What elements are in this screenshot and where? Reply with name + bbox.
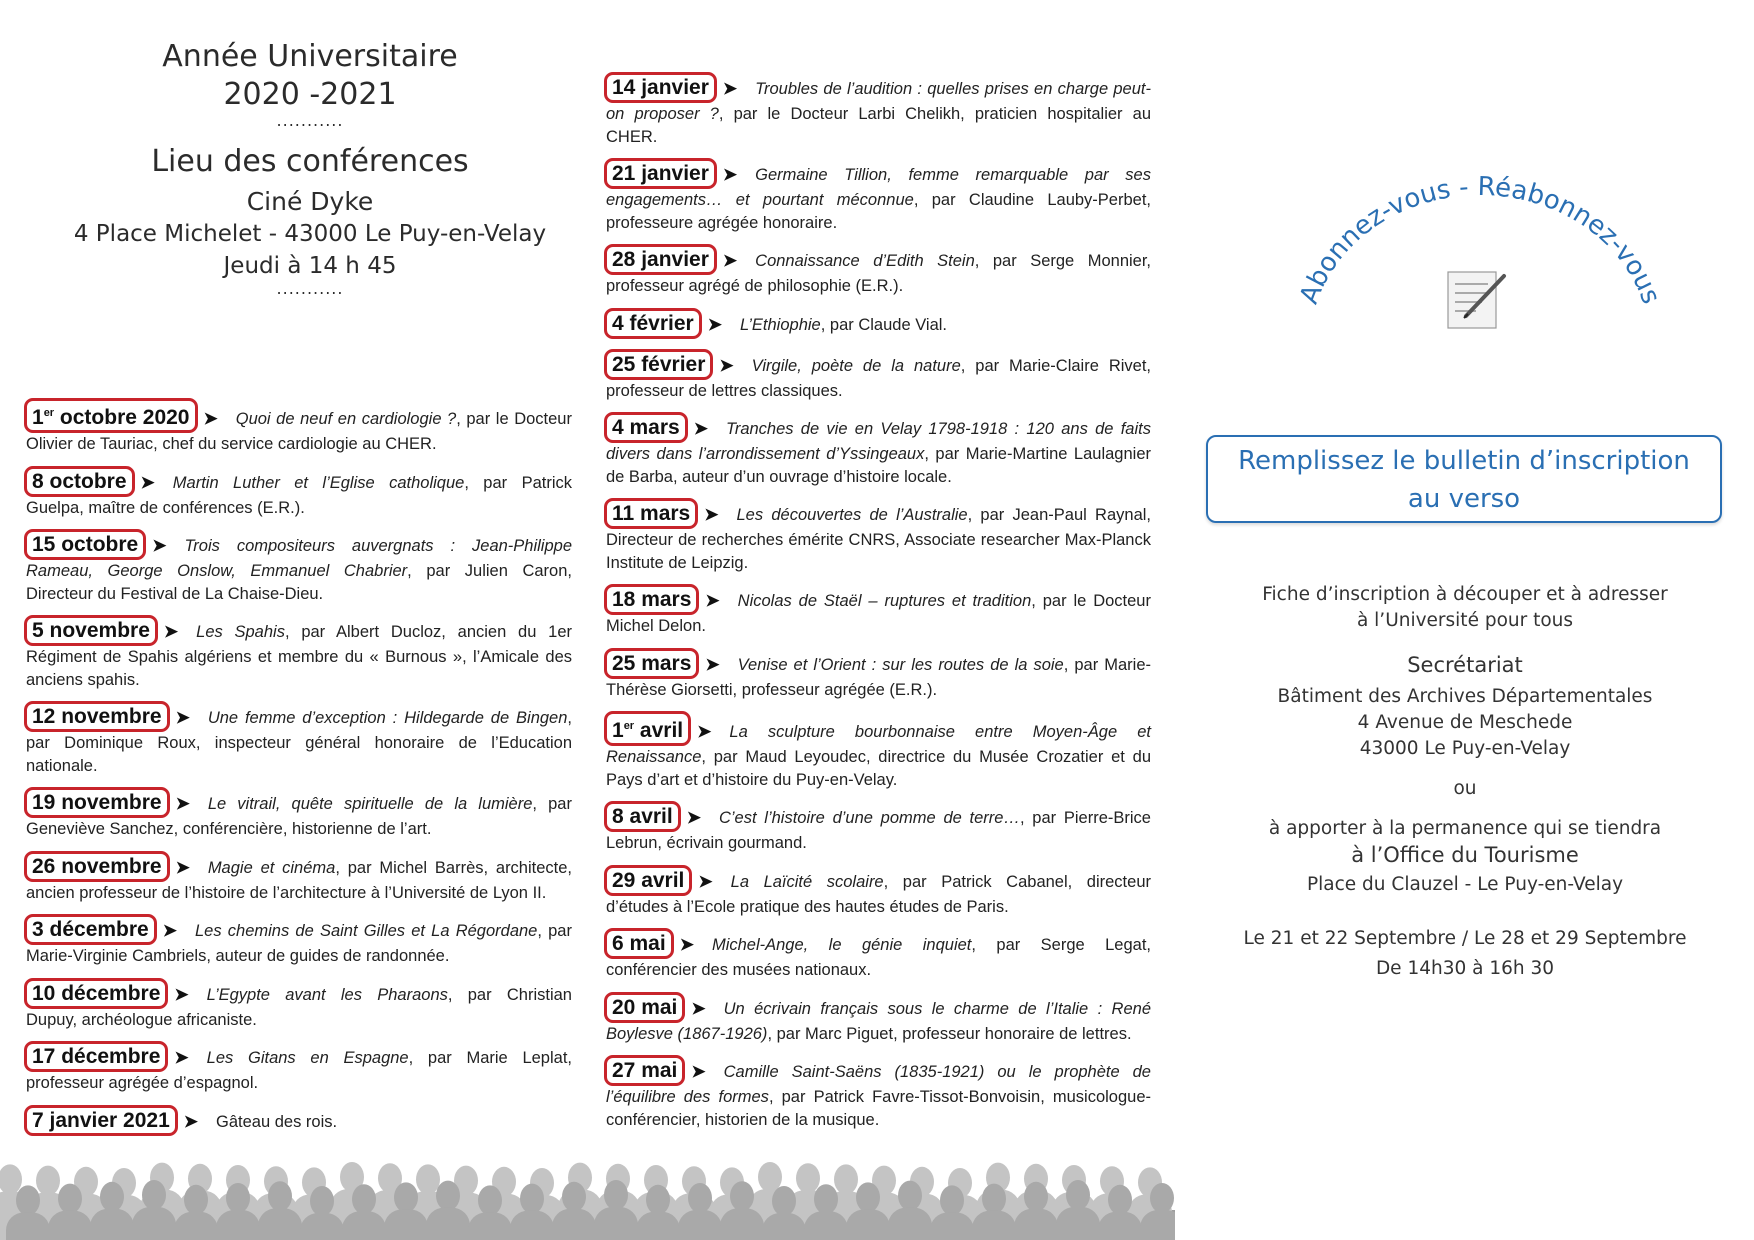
conference-speaker: , par le Docteur Larbi Chelikh, praticien hospitalier au CHER. — [606, 105, 1152, 146]
conference-item — [26, 529, 572, 605]
conference-speaker: , par Albert Ducloz, ancien du 1er Régiment de Spahis algériens et membre du « Burnous », l’Amicale des anciens spahis. — [26, 623, 572, 689]
fiche-line1: Fiche d’inscription à découper et à adresser — [1262, 584, 1668, 605]
conference-date-badge: 17 décembre — [24, 1041, 168, 1072]
conference-date-badge: 10 décembre — [24, 978, 168, 1009]
arrow-icon: ➤ — [691, 998, 706, 1018]
conference-item — [606, 158, 1151, 234]
permanence-line3: Place du Clauzel - Le Puy-en-Velay — [1306, 874, 1624, 895]
arrow-icon: ➤ — [175, 708, 190, 727]
conference-title: Nicolas de Staël – ruptures et tradition — [737, 592, 1032, 610]
arrow-icon: ➤ — [697, 722, 712, 741]
conference-title: Trois compositeurs auvergnats : Jean-Philippe Rameau, George Onslow, Emmanuel Chabrier — [26, 537, 572, 580]
conference-date-badge: 28 janvier — [604, 244, 717, 275]
title-line2: 2020 -2021 — [223, 77, 397, 112]
conference-title: Germaine Tillion, femme remarquable par ses engagements… et pourtant méconnue — [606, 166, 1151, 209]
conference-title: La Laïcité scolaire — [730, 872, 884, 891]
conference-date-badge: 15 octobre — [24, 529, 146, 560]
conference-title: Camille Saint-Saëns (1835-1921) ou le prophète de l’équilibre des formes — [606, 1063, 1151, 1106]
conference-title: Tranches de vie en Velay 1798-1918 : 120 ans de faits divers dans l’arrondissement d’Yssingeaux — [606, 420, 1151, 463]
subscribe-text: Abonnez-vous - Réabonnez-vous — [1294, 171, 1666, 308]
conference-item — [606, 244, 1151, 298]
arrow-icon: ➤ — [722, 79, 738, 98]
dates-line2: De 14h30 à 16h 30 — [1375, 958, 1555, 979]
dates-line1: Le 21 et 22 Septembre / Le 28 et 29 Septembre — [1243, 928, 1687, 949]
conference-speaker: , par Marie-Thérèse Giorsetti, professeur agrégée (E.R.). — [606, 655, 1152, 699]
conference-date-badge: 6 mai — [604, 928, 674, 959]
conference-date-badge: 26 novembre — [24, 851, 170, 882]
conference-title: La sculpture bourbonnaise entre Moyen-Âge et Renaissance — [606, 723, 1151, 766]
conference-date-badge: 18 mars — [604, 584, 699, 615]
audience-silhouette — [0, 1150, 1175, 1240]
conference-title: Troubles de l’audition : quelles prises en charge peut-on proposer ? — [606, 80, 1151, 123]
subscribe-arc — [1270, 160, 1690, 360]
conference-item — [606, 865, 1151, 919]
arrow-icon: ➤ — [704, 505, 719, 524]
conference-item — [606, 992, 1151, 1046]
conference-date-badge: 29 avril — [604, 865, 692, 896]
arrow-icon: ➤ — [162, 921, 177, 940]
box-line2: au verso — [1407, 484, 1521, 514]
conference-title: Martin Luther et l’Eglise catholique — [172, 473, 465, 492]
address-line1: Bâtiment des Archives Départementales — [1277, 686, 1653, 707]
conference-title: Les chemins de Saint Gilles et La Régordane — [194, 922, 538, 940]
conference-item — [26, 851, 572, 905]
conference-title: Les Gitans en Espagne — [206, 1049, 409, 1067]
conference-date-badge: 21 janvier — [604, 158, 717, 189]
conference-title: Quoi de neuf en cardiologie ? — [235, 410, 457, 428]
conference-title: Les Spahis — [196, 623, 285, 641]
arrow-icon: ➤ — [183, 1111, 199, 1131]
arrow-icon: ➤ — [719, 355, 734, 375]
arrow-icon: ➤ — [707, 314, 722, 334]
permanence-line1: à apporter à la permanence qui se tiendra — [1268, 818, 1662, 839]
conference-date-badge: 27 mai — [604, 1055, 685, 1086]
conference-date-badge: 11 mars — [604, 498, 698, 529]
conference-item — [606, 584, 1151, 638]
arrow-icon: ➤ — [175, 794, 190, 813]
conference-date-badge: 4 mars — [604, 412, 688, 443]
address-line3: 43000 Le Puy-en-Velay — [1359, 738, 1571, 759]
conference-speaker: , par Pierre-Brice Lebrun, écrivain gourmand. — [606, 809, 1151, 852]
events-list-right — [606, 72, 1151, 1141]
conference-speaker: , par Marie-Virginie Cambriels, auteur de guides de randonnée. — [26, 922, 572, 965]
conference-speaker: , par Claudine Lauby-Perbet, professeure agrégée honoraire. — [606, 191, 1152, 232]
conference-item — [606, 72, 1151, 148]
venue-address: 4 Place Michelet - 43000 Le Puy-en-Velay — [73, 221, 547, 247]
conference-date-badge: 14 janvier — [604, 72, 717, 103]
conference-title: Michel-Ange, le génie inquiet — [711, 936, 972, 954]
conference-speaker: , par le Docteur Olivier de Tauriac, chef du service cardiologie au CHER. — [26, 410, 572, 453]
arrow-icon: ➤ — [203, 409, 218, 428]
or-label: ou — [1453, 778, 1477, 799]
conference-date-badge: 1er octobre 2020 — [24, 398, 198, 433]
conference-speaker: , par Jean-Paul Raynal, Directeur de recherches émérite CNRS, Associate researcher Max-Planck Institute de Leipzig. — [606, 506, 1151, 572]
conference-item — [606, 1055, 1151, 1131]
conference-date-badge: 8 octobre — [24, 466, 135, 497]
arrow-icon: ➤ — [722, 251, 738, 270]
arrow-icon: ➤ — [140, 472, 155, 492]
conference-speaker: Gâteau des rois. — [216, 1112, 338, 1131]
conference-speaker: , par Marie-Martine Laulagnier de Barba, auteur d’un ouvrage d’histoire locale. — [606, 445, 1151, 486]
conference-date-badge: 7 janvier 2021 — [24, 1105, 178, 1136]
conference-title: Une femme d’exception : Hildegarde de Bingen — [207, 709, 568, 727]
conference-item — [26, 398, 572, 456]
arrow-icon: ➤ — [691, 1062, 706, 1081]
conference-item — [26, 701, 572, 777]
venue-name: Ciné Dyke — [246, 187, 374, 216]
conference-title: Virgile, poète de la nature — [751, 356, 961, 375]
arrow-icon: ➤ — [722, 165, 738, 184]
arrow-icon: ➤ — [693, 419, 708, 438]
conference-speaker: , par Serge Monnier, professeur agrégé de philosophie (E.R.). — [606, 252, 1152, 295]
conference-item — [606, 308, 1151, 339]
conference-item — [606, 498, 1151, 574]
address-line2: 4 Avenue de Meschede — [1357, 712, 1573, 733]
conference-speaker: , par Michel Barrès, architecte, ancien professeur de l’histoire de l’architecture à l’Université de Lyon II. — [26, 858, 573, 902]
conference-item — [26, 787, 572, 841]
conference-speaker: , par Maud Leyoudec, directrice du Musée Crozatier et du Pays d’art et d’histoire du Puy-en-Velay. — [606, 748, 1151, 789]
conference-speaker: , par le Docteur Michel Delon. — [606, 592, 1151, 635]
arrow-icon: ➤ — [705, 591, 720, 610]
conference-item — [26, 978, 572, 1032]
conference-date-badge: 5 novembre — [24, 615, 158, 646]
arrow-icon: ➤ — [174, 984, 189, 1004]
conference-speaker: , par Serge Legat, conférencier des musées nationaux. — [606, 936, 1151, 979]
conference-item — [26, 914, 572, 968]
conference-speaker: , par Marc Piguet, professeur honoraire de lettres. — [767, 1024, 1132, 1043]
arrow-icon: ➤ — [686, 808, 701, 827]
arrow-icon: ➤ — [163, 622, 179, 641]
conference-item — [26, 615, 572, 691]
conference-item — [26, 1105, 572, 1136]
arrow-icon: ➤ — [698, 871, 713, 891]
form-pen-icon — [1448, 272, 1504, 328]
conference-speaker: , par Marie Leplat, professeur agrégée d’espagnol. — [26, 1049, 572, 1092]
conference-item — [606, 928, 1151, 982]
arrow-icon: ➤ — [705, 654, 720, 674]
conference-date-badge: 25 février — [604, 349, 713, 380]
conference-item — [26, 1041, 572, 1095]
conference-title: Magie et cinéma — [207, 858, 336, 877]
conference-speaker: , par Dominique Roux, inspecteur général honoraire de l’Education nationale. — [26, 709, 572, 775]
box-line1: Remplissez le bulletin d’inscription — [1238, 446, 1690, 476]
conference-title: Le vitrail, quête spirituelle de la lumière — [207, 795, 533, 813]
conference-item — [606, 349, 1151, 403]
conference-date-badge: 4 février — [604, 308, 702, 339]
conference-speaker: , par Geneviève Sanchez, conférencière, historienne de l’art. — [26, 795, 572, 838]
conference-date-badge: 12 novembre — [24, 701, 170, 732]
conference-title: Un écrivain français sous le charme de l’Italie : René Boylesve (1867-1926) — [606, 999, 1151, 1043]
conference-speaker: , par Claude Vial. — [820, 315, 948, 334]
conference-title: L’Ethiophie — [739, 315, 821, 334]
conference-date-badge: 1er avril — [604, 711, 691, 746]
conference-speaker: , par Patrick Guelpa, maître de conférences (E.R.). — [26, 473, 572, 517]
conference-speaker: , par Julien Caron, Directeur du Festival de La Chaise-Dieu. — [26, 562, 572, 603]
conference-item — [606, 711, 1151, 791]
events-list-left — [26, 398, 572, 1146]
registration-info — [1220, 582, 1710, 982]
venue-heading: Lieu des conférences — [151, 144, 469, 179]
arrow-icon: ➤ — [174, 1048, 189, 1067]
conference-item — [606, 412, 1151, 488]
permanence-line2: à l’Office du Tourisme — [1351, 843, 1579, 867]
arrow-icon: ➤ — [679, 935, 694, 954]
conference-item — [606, 801, 1151, 855]
conference-speaker: , par Patrick Cabanel, directeur d’études à l’Ecole pratique des hautes études de Paris. — [606, 872, 1151, 916]
conference-speaker: , par Christian Dupuy, archéologue africaniste. — [26, 985, 572, 1029]
conference-title: C’est l’histoire d’une pomme de terre… — [718, 809, 1020, 827]
conference-date-badge: 20 mai — [604, 992, 685, 1023]
conference-speaker: , par Marie-Claire Rivet, professeur de lettres classiques. — [606, 356, 1151, 400]
title-line1: Année Universitaire — [162, 39, 458, 74]
conference-speaker: , par Patrick Favre-Tissot-Bonvoisin, musicologue-conférencier, historien de la musique. — [606, 1088, 1152, 1129]
conference-date-badge: 19 novembre — [24, 787, 170, 818]
conference-date-badge: 3 décembre — [24, 914, 157, 945]
venue-time: Jeudi à 14 h 45 — [223, 253, 397, 279]
conference-item — [26, 466, 572, 520]
header-block — [30, 38, 590, 296]
conference-title: Connaissance d’Edith Stein — [755, 252, 975, 270]
conference-title: Les découvertes de l’Australie — [736, 506, 968, 524]
conference-item — [606, 648, 1151, 702]
conference-title: Venise et l’Orient : sur les routes de la soie — [737, 655, 1064, 674]
conference-date-badge: 25 mars — [604, 648, 699, 679]
dots-divider: ........... — [276, 279, 344, 298]
conference-title: L’Egypte avant les Pharaons — [206, 985, 448, 1004]
signup-box — [1206, 435, 1722, 523]
fiche-line2: à l’Université pour tous — [1356, 610, 1574, 631]
arrow-icon: ➤ — [175, 857, 190, 877]
secretariat-label: Secrétariat — [1407, 653, 1523, 677]
dots-divider: ........... — [276, 111, 344, 130]
conference-date-badge: 8 avril — [604, 801, 681, 832]
arrow-icon: ➤ — [152, 536, 167, 555]
